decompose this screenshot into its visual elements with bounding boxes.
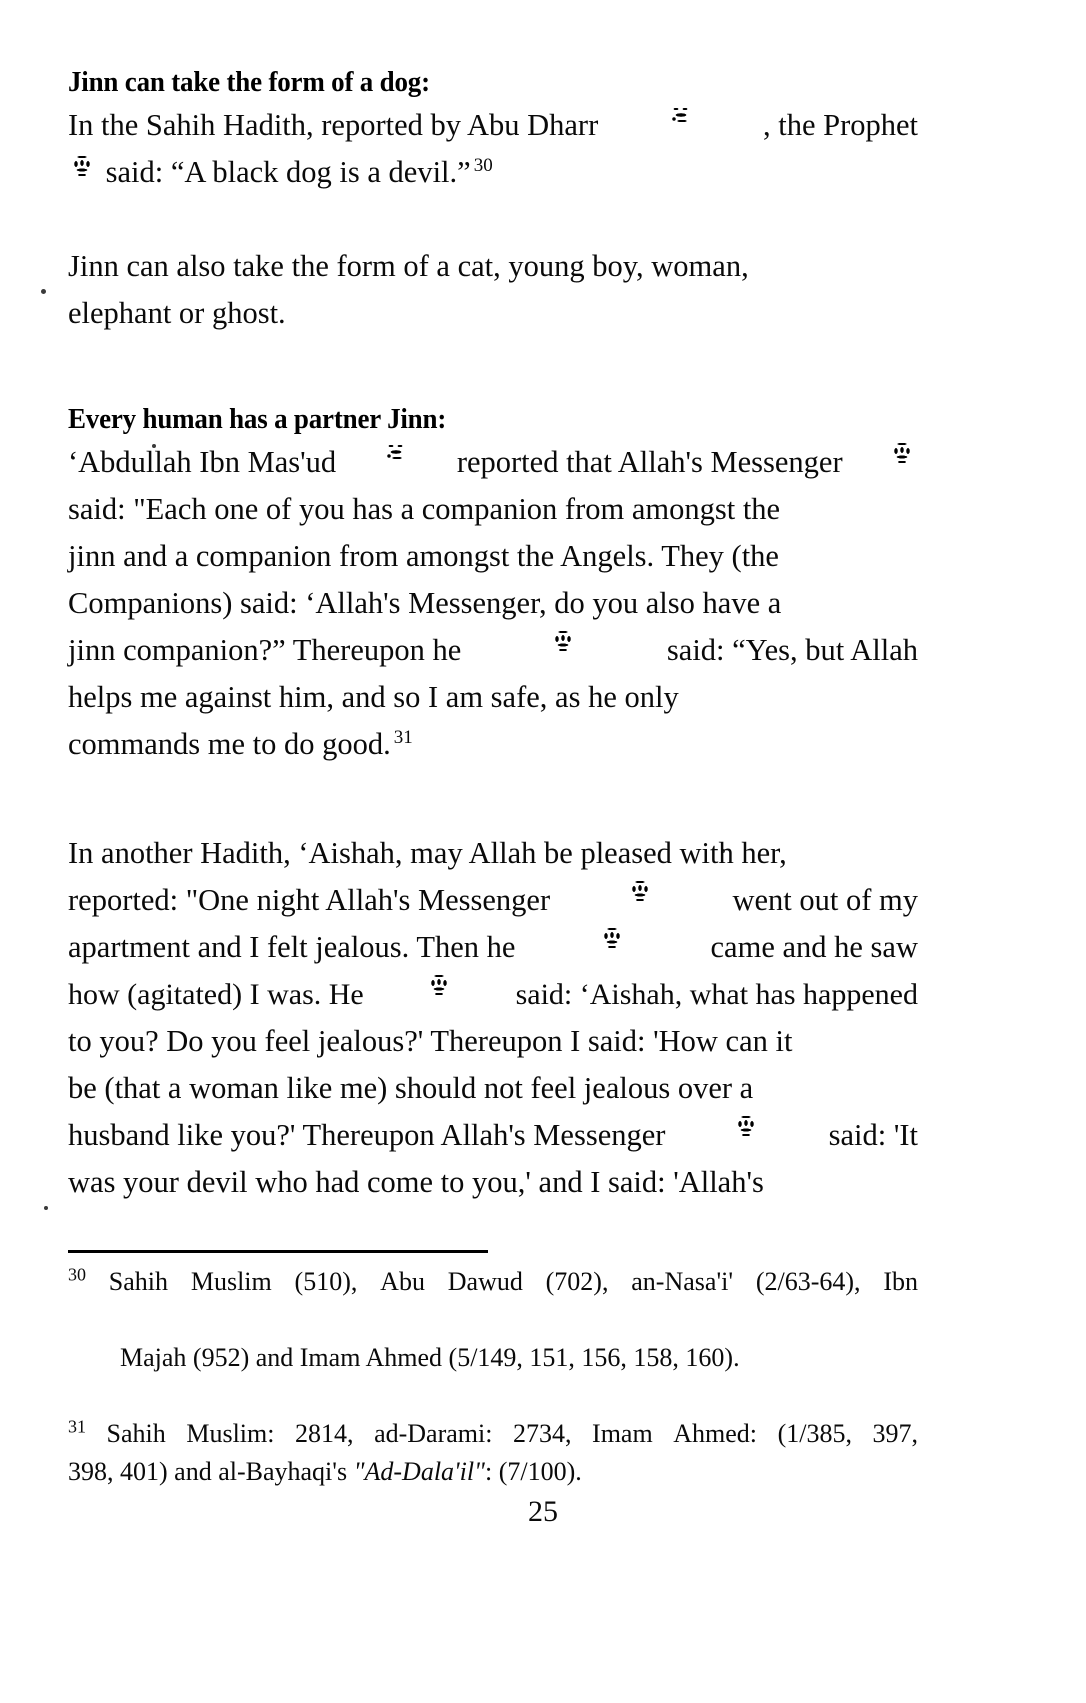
page-number: 25 bbox=[528, 1495, 558, 1528]
paragraph-partner-jinn bbox=[68, 439, 918, 768]
line-text: came and he saw bbox=[710, 930, 918, 964]
line-text: helps me against him, and so I am safe, as he only bbox=[68, 680, 679, 714]
line-text: (2/63-64), bbox=[755, 1267, 861, 1296]
footnote-ref-30[interactable]: 30 bbox=[473, 154, 493, 176]
line-text: 398, 401) and al-Bayhaqi's bbox=[68, 1457, 354, 1486]
text-line bbox=[68, 290, 918, 337]
line-text: said: ‘Aishah, what has happened bbox=[515, 978, 918, 1011]
line-text: jinn and a companion from amongst the Angels. They (the bbox=[68, 539, 779, 573]
line-text: Sahih bbox=[108, 1267, 169, 1296]
footnote-30 bbox=[68, 1263, 918, 1415]
line-text: commands me to do good. bbox=[68, 727, 391, 761]
text-line bbox=[68, 1065, 918, 1112]
line-text: said: “Yes, but Allah bbox=[666, 633, 918, 667]
line-text: (702), bbox=[545, 1267, 609, 1296]
footnote-citation-title: "Ad-Dala'il" bbox=[353, 1457, 485, 1486]
paragraph-jinn-dog bbox=[68, 102, 918, 196]
line-text: reported: "One night Allah's Messenger bbox=[68, 883, 551, 917]
line-text: apartment and I felt jealous. Then he bbox=[68, 930, 516, 964]
footnote-ref-31[interactable]: 31 bbox=[393, 726, 413, 748]
honorific-sallallahu-icon bbox=[551, 627, 577, 657]
line-text: 2814, bbox=[295, 1419, 354, 1448]
footnote-marker-31: 31 bbox=[68, 1416, 86, 1437]
honorific-sallallahu-icon bbox=[734, 1112, 760, 1142]
line-text: jinn companion?” Thereupon he bbox=[68, 633, 462, 667]
heading-partner-jinn: Every human has a partner Jinn: bbox=[68, 403, 447, 435]
text-line bbox=[68, 1112, 918, 1159]
footnote-31 bbox=[68, 1415, 918, 1491]
line-text: Sahih bbox=[106, 1419, 166, 1448]
line-text: Dawud bbox=[447, 1267, 523, 1296]
line-text: Jinn can also take the form of a cat, young boy, woman, bbox=[68, 249, 749, 283]
honorific-radiyallahu-icon bbox=[668, 102, 694, 126]
text-line bbox=[68, 674, 918, 721]
line-text: 397, bbox=[872, 1419, 918, 1448]
text-line bbox=[68, 243, 918, 290]
heading-jinn-dog: Jinn can take the form of a dog: bbox=[68, 66, 430, 98]
line-text: said: 'It bbox=[828, 1118, 918, 1152]
page-content bbox=[68, 0, 918, 1491]
line-text: : (7/100). bbox=[484, 1457, 582, 1486]
line-text: 2734, bbox=[513, 1419, 572, 1448]
line-text: was your devil who had come to you,' and I said: 'Allah's bbox=[68, 1165, 764, 1199]
honorific-sallallahu-icon bbox=[70, 152, 96, 182]
text-line bbox=[68, 1018, 918, 1065]
line-text: said: "Each one of you has a companion from amongst the bbox=[68, 492, 781, 526]
honorific-sallallahu-icon bbox=[427, 971, 453, 1001]
text-line bbox=[68, 149, 918, 196]
honorific-sallallahu-icon bbox=[600, 924, 626, 954]
footnote-marker-30: 30 bbox=[68, 1264, 86, 1285]
line-text: Imam bbox=[592, 1419, 653, 1448]
honorific-radiyallahu-icon bbox=[383, 439, 409, 463]
line-text: an-Nasa'i' bbox=[631, 1267, 734, 1296]
line-text: In the Sahih Hadith, reported by Abu Dharr bbox=[68, 108, 599, 142]
line-text: said: “A black dog is a devil.” bbox=[105, 155, 471, 189]
text-line bbox=[68, 486, 918, 533]
text-line bbox=[68, 971, 918, 1018]
text-line bbox=[68, 533, 918, 580]
text-line bbox=[68, 627, 918, 674]
honorific-sallallahu-icon bbox=[890, 439, 916, 469]
line-text: Muslim bbox=[190, 1267, 272, 1296]
line-text: Majah (952) and Imam Ahmed (5/149, 151, 156, 158, 160). bbox=[120, 1343, 740, 1372]
honorific-sallallahu-icon bbox=[628, 877, 654, 907]
text-line bbox=[68, 1159, 918, 1206]
text-line bbox=[68, 439, 918, 486]
line-text: elephant or ghost. bbox=[68, 296, 286, 330]
line-text: Companions) said: ‘Allah's Messenger, do you also have a bbox=[68, 586, 782, 620]
line-text: ‘Abdullah Ibn Mas'ud bbox=[68, 445, 337, 479]
line-text: Ahmed: bbox=[673, 1419, 758, 1448]
line-text: husband like you?' Thereupon Allah's Messenger bbox=[68, 1118, 666, 1152]
text-line bbox=[68, 580, 918, 627]
paragraph-jinn-forms bbox=[68, 243, 918, 337]
text-line bbox=[68, 830, 918, 877]
text-line bbox=[68, 721, 918, 768]
text-line bbox=[68, 102, 918, 149]
footnote-line bbox=[68, 1301, 918, 1415]
line-text: Ibn bbox=[883, 1267, 918, 1296]
line-text: ad-Darami: bbox=[374, 1419, 493, 1448]
text-line bbox=[68, 924, 918, 971]
line-text: went out of my bbox=[732, 883, 918, 917]
text-line bbox=[68, 877, 918, 924]
footnote-line bbox=[68, 1415, 918, 1453]
line-text: In another Hadith, ‘Aishah, may Allah be pleased with her, bbox=[68, 836, 787, 870]
line-text: , the Prophet bbox=[762, 108, 918, 142]
line-text: to you? Do you feel jealous?' Thereupon I said: 'How can it bbox=[68, 1024, 793, 1058]
line-text: be (that a woman like me) should not feel jealous over a bbox=[68, 1071, 754, 1105]
footnote-line bbox=[68, 1453, 918, 1491]
line-text: Muslim: bbox=[186, 1419, 275, 1448]
line-text: reported that Allah's Messenger bbox=[456, 445, 843, 479]
line-text: Abu bbox=[380, 1267, 425, 1296]
footnote-line bbox=[68, 1263, 918, 1301]
scan-speck bbox=[44, 1206, 48, 1210]
line-text: how (agitated) I was. He bbox=[68, 978, 364, 1011]
scan-speck bbox=[41, 289, 46, 294]
line-text: (510), bbox=[294, 1267, 358, 1296]
line-text: (1/385, bbox=[777, 1419, 852, 1448]
paragraph-aishah-hadith bbox=[68, 830, 918, 1206]
